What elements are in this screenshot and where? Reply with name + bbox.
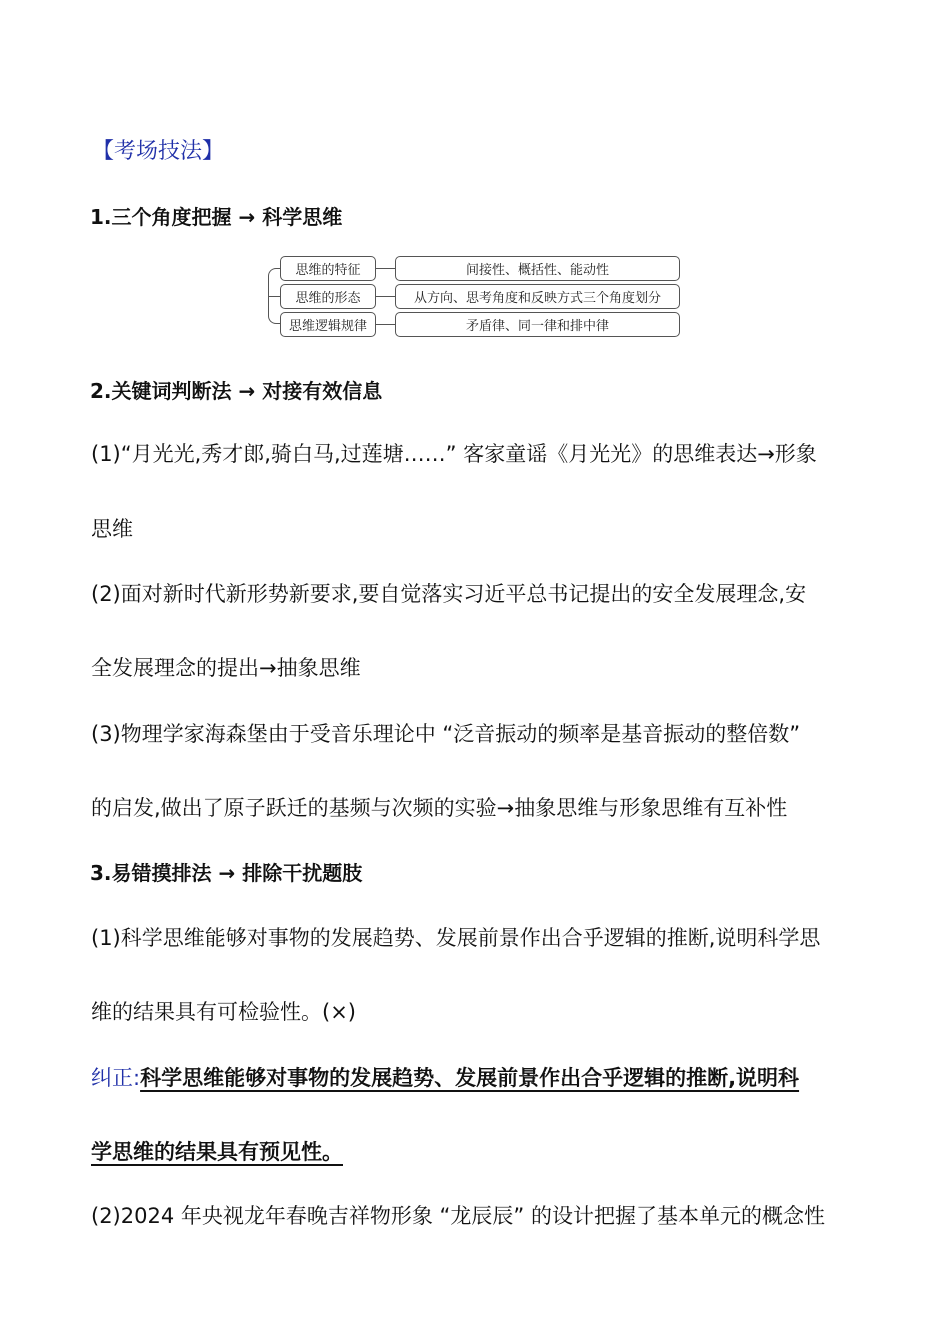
example-3-line-2: 的启发,做出了原子跃迁的基频与次频的实验→抽象思维与形象思维有互补性 bbox=[91, 796, 788, 820]
question-1-line-2: 维的结果具有可检验性。(×) bbox=[91, 1000, 356, 1024]
diagram-connector-2 bbox=[376, 296, 395, 297]
thinking-diagram bbox=[268, 255, 682, 339]
example-1-line-1: (1)“月光光,秀才郎,骑白马,过莲塘……” 客家童谣《月光光》的思维表达→形象 bbox=[91, 442, 817, 466]
diagram-connector-1 bbox=[376, 268, 395, 269]
question-1-line-1: (1)科学思维能够对事物的发展趋势、发展前景作出合乎逻辑的推断,说明科学思 bbox=[91, 926, 821, 950]
diagram-right-box-1: 间接性、概括性、能动性 bbox=[395, 256, 680, 281]
question-2-line-1: (2)2024 年央视龙年春晚吉祥物形象 “龙辰辰” 的设计把握了基本单元的概念性 bbox=[91, 1204, 825, 1228]
example-2-line-1: (2)面对新时代新形势新要求,要自觉落实习近平总书记提出的安全发展理念,安 bbox=[91, 582, 807, 606]
correction-text-1: 科学思维能够对事物的发展趋势、发展前景作出合乎逻辑的推断,说明科 bbox=[140, 1066, 800, 1090]
diagram-left-box-2: 思维的形态 bbox=[280, 284, 376, 309]
correction-text-2: 学思维的结果具有预见性。 bbox=[91, 1140, 343, 1164]
diagram-branch-2 bbox=[268, 296, 280, 297]
heading-error-check: 3.易错摸排法 → 排除干扰题肢 bbox=[90, 861, 363, 885]
diagram-left-box-3: 思维逻辑规律 bbox=[280, 312, 376, 337]
diagram-connector-3 bbox=[376, 324, 395, 325]
heading-keyword-method: 2.关键词判断法 → 对接有效信息 bbox=[90, 379, 383, 403]
example-1-line-2: 思维 bbox=[91, 517, 133, 541]
correction-line-1 bbox=[91, 1062, 799, 1092]
heading-three-angles: 1.三个角度把握 → 科学思维 bbox=[90, 205, 343, 229]
correction-line-2 bbox=[91, 1136, 343, 1166]
example-3-line-1: (3)物理学家海森堡由于受音乐理论中 “泛音振动的频率是基音振动的整倍数” bbox=[91, 722, 801, 746]
section-tag: 【考场技法】 bbox=[92, 139, 225, 164]
diagram-right-box-2: 从方向、思考角度和反映方式三个角度划分 bbox=[395, 284, 680, 309]
diagram-left-box-1: 思维的特征 bbox=[280, 256, 376, 281]
example-2-line-2: 全发展理念的提出→抽象思维 bbox=[91, 656, 361, 680]
diagram-right-box-3: 矛盾律、同一律和排中律 bbox=[395, 312, 680, 337]
correction-label: 纠正: bbox=[91, 1066, 141, 1090]
